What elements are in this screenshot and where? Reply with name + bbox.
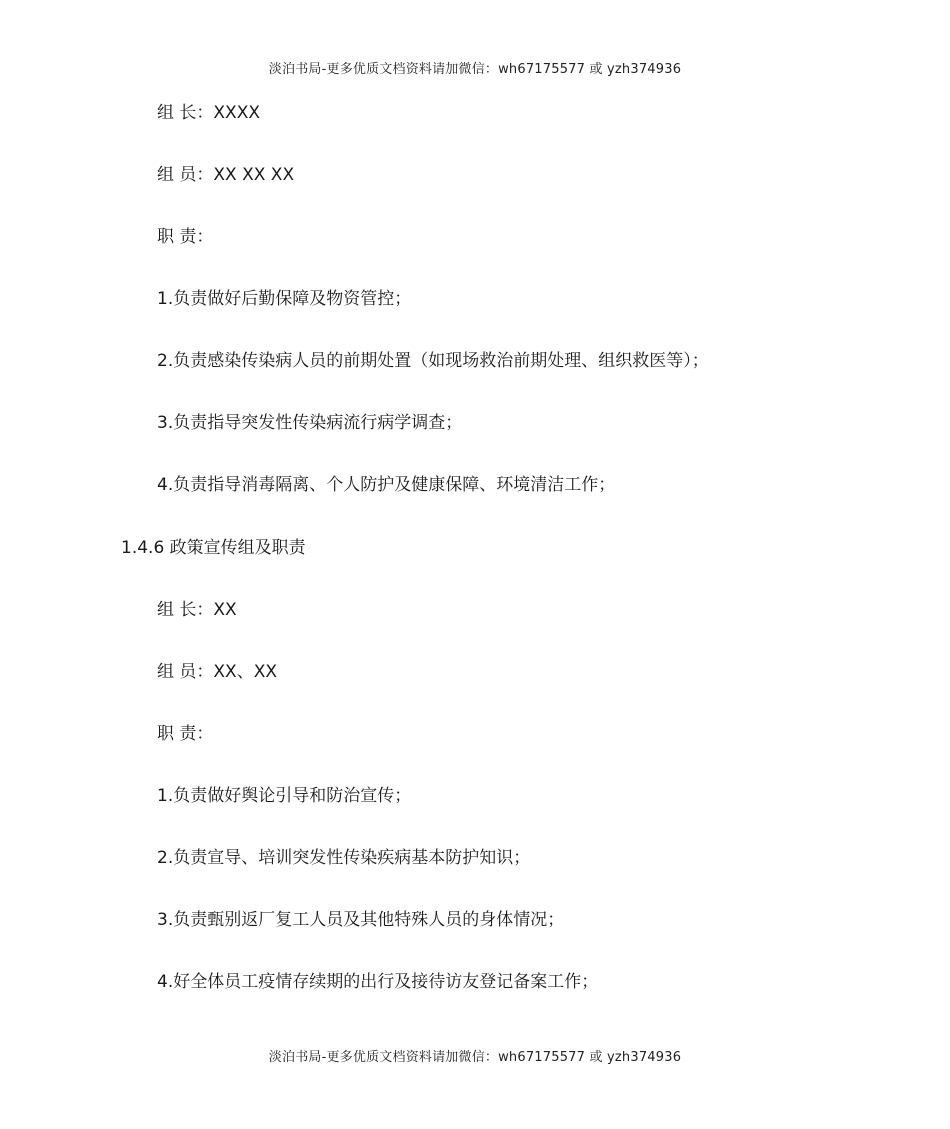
page-header: 淡泊书局-更多优质文档资料请加微信：wh67175577 或 yzh374936: [268, 62, 682, 77]
prev-duty-item: 1.负责做好后勤保障及物资管控；: [157, 289, 412, 309]
section-heading-1-4-6: 1.4.6 政策宣传组及职责: [121, 538, 306, 558]
page-footer: 淡泊书局-更多优质文档资料请加微信：wh67175577 或 yzh374936: [268, 1050, 682, 1065]
policy-duty-item: 2.负责宣导、培训突发性传染疾病基本防护知识；: [157, 848, 531, 868]
prev-duty-item: 2.负责感染传染病人员的前期处置（如现场救治前期处理、组织救医等）；: [157, 351, 709, 371]
policy-leader-line: 组 长：XX: [157, 600, 237, 620]
policy-duty-item: 3.负责甄别返厂复工人员及其他特殊人员的身体情况；: [157, 910, 565, 930]
prev-duty-item: 4.负责指导消毒隔离、个人防护及健康保障、环境清洁工作；: [157, 475, 616, 495]
prev-members-line: 组 员：XX XX XX: [157, 165, 295, 185]
prev-duty-item: 3.负责指导突发性传染病流行病学调查；: [157, 413, 463, 433]
policy-duty-item: 1.负责做好舆论引导和防治宣传；: [157, 786, 412, 806]
prev-duties-label: 职 责：: [157, 227, 214, 247]
policy-members-line: 组 员：XX、XX: [157, 662, 277, 682]
prev-leader-line: 组 长：XXXX: [157, 103, 260, 123]
policy-duties-label: 职 责：: [157, 724, 214, 744]
policy-duty-item: 4.好全体员工疫情存续期的出行及接待访友登记备案工作；: [157, 972, 599, 992]
